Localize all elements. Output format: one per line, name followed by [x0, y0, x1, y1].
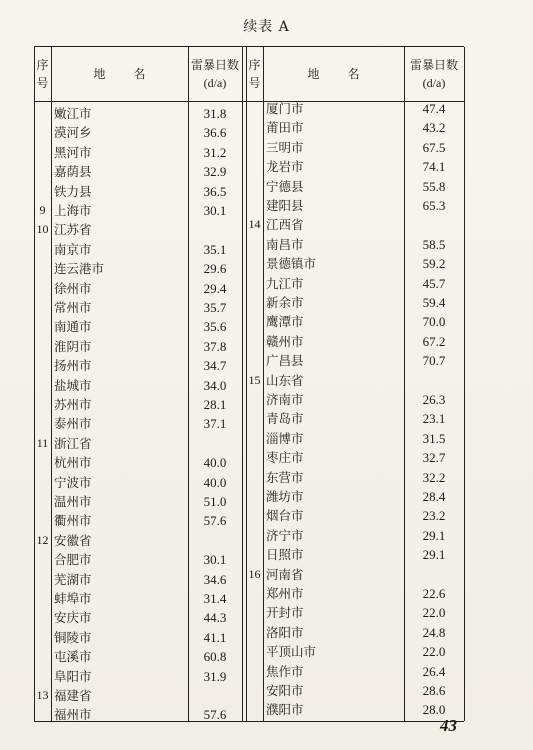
table-row — [34, 118, 464, 137]
row-place-name: 郑州市 — [266, 586, 304, 601]
header-unit-text: (d/a) — [203, 76, 227, 90]
row-thunderstorm-days: 34.0 — [203, 377, 227, 393]
row-place-name: 蚌埠市 — [54, 591, 92, 606]
row-place-name: 江西省 — [266, 217, 304, 233]
row-thunderstorm-days: 30.1 — [203, 203, 227, 218]
table-row — [34, 371, 464, 390]
row-place-name: 铁力县 — [54, 183, 92, 199]
row-thunderstorm-days: 22.0 — [422, 605, 446, 621]
table-row — [34, 390, 464, 409]
header-name-left — [51, 47, 188, 101]
table-row — [34, 429, 464, 448]
row-thunderstorm-days: 44.3 — [203, 610, 227, 626]
row-place-name: 新余市 — [266, 295, 304, 310]
row-thunderstorm-days: 51.0 — [203, 494, 227, 509]
row-place-name: 盐城市 — [54, 377, 92, 393]
row-thunderstorm-days: 40.0 — [203, 474, 227, 490]
row-place-name: 安阳市 — [266, 683, 304, 698]
row-place-name: 浙江省 — [54, 435, 92, 451]
row-thunderstorm-days: 23.1 — [422, 411, 446, 427]
row-thunderstorm-days: 32.7 — [422, 450, 446, 466]
table-row — [34, 487, 464, 506]
row-thunderstorm-days: 35.6 — [203, 319, 227, 335]
row-thunderstorm-days: 28.0 — [422, 702, 446, 718]
row-place-name: 芜湖市 — [54, 571, 92, 587]
table-row — [34, 409, 464, 428]
row-thunderstorm-days: 67.5 — [422, 139, 446, 155]
row-thunderstorm-days: 67.2 — [422, 333, 446, 349]
row-thunderstorm-days: 35.1 — [203, 241, 227, 257]
table-row — [34, 215, 464, 234]
row-place-name: 温州市 — [54, 494, 92, 509]
row-place-name: 福州市 — [54, 707, 92, 723]
row-place-name: 厦门市 — [266, 101, 304, 116]
table-row — [34, 254, 464, 273]
row-place-name: 河南省 — [266, 566, 304, 582]
header-seq-text: 序 — [36, 58, 49, 72]
row-place-name: 龙岩市 — [266, 159, 304, 175]
row-thunderstorm-days: 31.5 — [422, 430, 446, 446]
table-row — [34, 332, 464, 351]
row-place-name: 宁波市 — [54, 474, 92, 490]
row-seq-number: 14 — [248, 217, 261, 232]
row-thunderstorm-days: 29.1 — [422, 527, 446, 543]
row-place-name: 东营市 — [266, 469, 304, 485]
row-place-name: 南京市 — [54, 241, 92, 257]
row-place-name: 安徽省 — [54, 532, 92, 548]
row-place-name: 铜陵市 — [54, 629, 92, 645]
row-place-name: 苏州市 — [54, 397, 92, 412]
row-place-name: 宁德县 — [266, 178, 304, 194]
header-seq-text: 序 — [248, 58, 261, 72]
row-place-name: 江苏省 — [54, 222, 92, 238]
row-place-name: 嫩江市 — [54, 106, 92, 121]
row-place-name: 衢州市 — [54, 513, 92, 529]
row-place-name: 济宁市 — [266, 527, 304, 543]
row-thunderstorm-days: 74.1 — [422, 159, 446, 175]
row-place-name: 山东省 — [266, 372, 304, 388]
row-place-name: 景德镇市 — [266, 256, 317, 272]
row-thunderstorm-days: 60.8 — [203, 649, 227, 665]
table-row — [34, 468, 464, 487]
row-thunderstorm-days: 57.6 — [203, 707, 227, 723]
row-place-name: 黑河市 — [54, 144, 92, 160]
row-seq-number: 13 — [36, 688, 49, 702]
row-thunderstorm-days: 41.1 — [203, 629, 227, 645]
row-thunderstorm-days: 45.7 — [422, 275, 446, 291]
table-row — [34, 623, 464, 642]
row-place-name: 洛阳市 — [266, 624, 304, 640]
row-thunderstorm-days: 36.5 — [203, 183, 227, 199]
row-place-name: 上海市 — [54, 203, 92, 218]
row-place-name: 淮阴市 — [54, 338, 92, 354]
row-thunderstorm-days: 31.9 — [203, 668, 227, 684]
row-place-name: 青岛市 — [266, 411, 304, 427]
table-row — [34, 662, 464, 681]
row-thunderstorm-days: 29.4 — [203, 280, 227, 296]
table-row — [34, 235, 464, 254]
row-place-name: 杭州市 — [54, 455, 92, 471]
row-thunderstorm-days: 47.4 — [422, 101, 446, 116]
table-row — [34, 565, 464, 584]
header-seq-right — [246, 47, 263, 101]
table-header — [34, 47, 464, 102]
row-thunderstorm-days: 59.4 — [422, 295, 446, 310]
row-place-name: 赣州市 — [266, 333, 304, 349]
row-place-name: 开封市 — [266, 605, 304, 621]
row-place-name: 枣庄市 — [266, 450, 304, 466]
row-place-name: 屯溪市 — [54, 649, 92, 665]
row-place-name: 建阳县 — [266, 198, 304, 213]
table-title: 续表 A — [243, 19, 290, 35]
table-row — [34, 545, 464, 564]
row-place-name: 焦作市 — [266, 663, 304, 679]
row-place-name: 福建省 — [54, 688, 92, 703]
table-row — [34, 99, 464, 118]
row-place-name: 南通市 — [54, 319, 92, 335]
row-place-name: 鹰潭市 — [266, 314, 304, 330]
row-thunderstorm-days: 40.0 — [203, 455, 227, 471]
header-value-right — [404, 47, 464, 101]
header-name-text: 地名 — [307, 67, 388, 81]
page-number: 43 — [440, 716, 457, 735]
row-place-name: 泰州市 — [54, 416, 92, 432]
row-place-name: 九江市 — [266, 275, 304, 291]
header-value-text: 雷暴日数 — [190, 58, 239, 72]
row-place-name: 扬州市 — [54, 358, 92, 374]
header-unit-text: (d/a) — [422, 76, 446, 90]
table-row — [34, 448, 464, 467]
table-row — [34, 681, 464, 700]
row-thunderstorm-days: 59.2 — [422, 256, 446, 272]
row-thunderstorm-days: 34.7 — [203, 358, 227, 374]
row-thunderstorm-days: 43.2 — [422, 120, 446, 136]
row-thunderstorm-days: 58.5 — [422, 236, 446, 252]
table-row — [34, 157, 464, 176]
row-place-name: 平顶山市 — [266, 644, 317, 660]
table-border-right — [464, 47, 465, 721]
row-thunderstorm-days: 29.1 — [422, 547, 446, 563]
row-thunderstorm-days: 31.8 — [203, 106, 227, 121]
table-row — [34, 293, 464, 312]
header-value-left — [188, 47, 242, 101]
row-thunderstorm-days: 70.0 — [422, 314, 446, 330]
table-row — [34, 584, 464, 603]
row-place-name: 常州市 — [54, 300, 92, 315]
row-place-name: 广昌县 — [266, 353, 304, 369]
row-seq-number: 9 — [39, 203, 46, 217]
row-thunderstorm-days: 24.8 — [422, 624, 446, 640]
table-row — [34, 351, 464, 370]
table-row — [34, 642, 464, 661]
row-thunderstorm-days: 57.6 — [203, 513, 227, 529]
row-thunderstorm-days: 32.2 — [422, 469, 446, 485]
row-thunderstorm-days: 34.6 — [203, 571, 227, 587]
table-row — [34, 177, 464, 196]
row-thunderstorm-days: 55.8 — [422, 178, 446, 194]
row-place-name: 徐州市 — [54, 280, 92, 296]
table-row — [34, 274, 464, 293]
row-seq-number: 10 — [36, 222, 49, 237]
row-seq-number: 16 — [248, 566, 261, 581]
row-place-name: 南昌市 — [266, 236, 304, 252]
row-place-name: 嘉荫县 — [54, 164, 92, 180]
table-row — [34, 506, 464, 525]
table-row — [34, 700, 464, 719]
row-seq-number: 15 — [248, 372, 261, 387]
thunderstorm-days-table — [34, 46, 464, 722]
row-place-name: 淄博市 — [266, 430, 304, 446]
header-seq-text: 号 — [248, 76, 261, 90]
row-thunderstorm-days: 35.7 — [203, 300, 227, 315]
table-row — [34, 138, 464, 157]
row-thunderstorm-days: 28.6 — [422, 683, 446, 698]
row-thunderstorm-days: 26.4 — [422, 663, 446, 679]
row-thunderstorm-days: 22.6 — [422, 586, 446, 601]
row-place-name: 潍坊市 — [266, 489, 304, 504]
table-row — [34, 526, 464, 545]
row-place-name: 烟台市 — [266, 508, 304, 524]
row-place-name: 莆田市 — [266, 120, 304, 136]
table-row — [34, 196, 464, 215]
row-thunderstorm-days: 22.0 — [422, 644, 446, 660]
row-place-name: 阜阳市 — [54, 668, 92, 684]
row-place-name: 连云港市 — [54, 261, 105, 277]
header-name-right — [263, 47, 404, 101]
row-place-name: 濮阳市 — [266, 702, 304, 718]
header-seq-text: 号 — [36, 76, 49, 90]
header-value-text: 雷暴日数 — [409, 58, 458, 72]
row-seq-number: 11 — [36, 435, 49, 450]
table-row — [34, 312, 464, 331]
row-place-name: 漠河乡 — [54, 125, 92, 141]
row-thunderstorm-days: 37.1 — [203, 416, 227, 432]
row-thunderstorm-days: 30.1 — [203, 552, 227, 568]
table-row — [34, 603, 464, 622]
row-place-name: 济南市 — [266, 392, 304, 407]
row-thunderstorm-days: 36.6 — [203, 125, 227, 141]
row-thunderstorm-days: 32.9 — [203, 164, 227, 180]
row-thunderstorm-days: 65.3 — [422, 198, 446, 213]
row-thunderstorm-days: 31.2 — [203, 144, 227, 160]
row-place-name: 安庆市 — [54, 610, 92, 626]
row-thunderstorm-days: 37.8 — [203, 338, 227, 354]
header-name-text: 地名 — [93, 67, 174, 81]
row-thunderstorm-days: 26.3 — [422, 392, 446, 407]
header-seq-left — [34, 47, 51, 101]
row-thunderstorm-days: 28.1 — [203, 397, 227, 412]
row-thunderstorm-days: 70.7 — [422, 353, 446, 369]
row-place-name: 三明市 — [266, 139, 304, 155]
row-thunderstorm-days: 29.6 — [203, 261, 227, 277]
row-place-name: 日照市 — [266, 547, 304, 563]
row-thunderstorm-days: 23.2 — [422, 508, 446, 524]
row-place-name: 合肥市 — [54, 552, 92, 568]
row-seq-number: 12 — [36, 532, 49, 547]
row-thunderstorm-days: 31.4 — [203, 591, 227, 606]
row-thunderstorm-days: 28.4 — [422, 489, 446, 504]
